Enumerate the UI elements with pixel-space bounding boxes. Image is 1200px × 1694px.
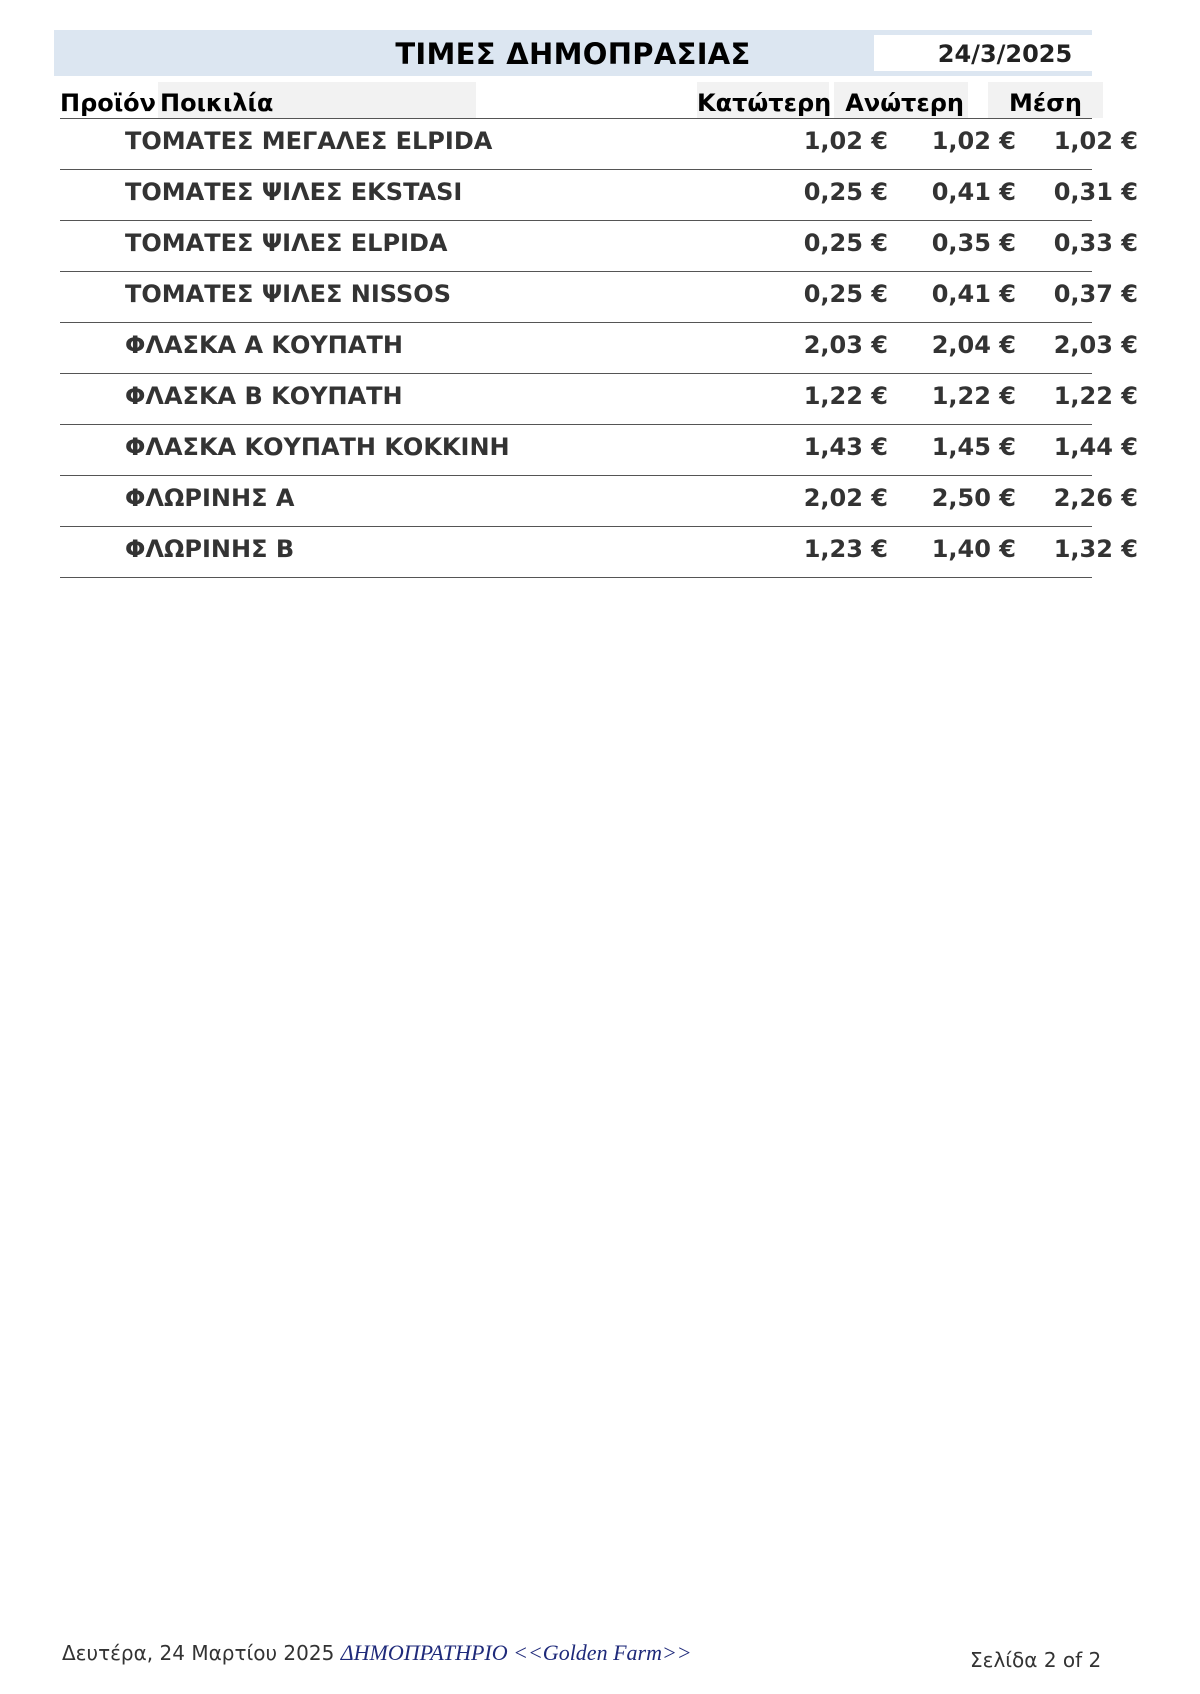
row-avg-price: 0,33 € bbox=[1053, 229, 1138, 257]
row-variety: ΤΟΜΑΤΕΣ ΜΕΓΑΛΕΣ ELPIDA bbox=[125, 127, 493, 155]
row-variety: ΦΛΩΡΙΝΗΣ Β bbox=[125, 535, 295, 563]
row-variety: ΦΛΩΡΙΝΗΣ Α bbox=[125, 484, 295, 512]
row-high-price: 0,35 € bbox=[931, 229, 1016, 257]
row-low-price: 1,23 € bbox=[803, 535, 888, 563]
row-high-price: 1,40 € bbox=[931, 535, 1016, 563]
table-row bbox=[60, 374, 1138, 425]
row-avg-price: 1,02 € bbox=[1053, 127, 1138, 155]
row-avg-price: 2,03 € bbox=[1053, 331, 1138, 359]
table-row bbox=[60, 527, 1138, 578]
row-low-price: 1,02 € bbox=[803, 127, 888, 155]
column-header-high: Ανώτερη bbox=[834, 82, 968, 118]
row-high-price: 2,50 € bbox=[931, 484, 1016, 512]
price-table bbox=[60, 119, 1138, 578]
column-header-product: Προϊόν bbox=[60, 82, 150, 118]
table-row bbox=[60, 272, 1138, 323]
table-row bbox=[60, 170, 1138, 221]
column-header-variety: Ποικιλία bbox=[158, 82, 476, 118]
row-high-price: 1,02 € bbox=[931, 127, 1016, 155]
footer-date: Δευτέρα, 24 Μαρτίου 2025 bbox=[62, 1641, 335, 1665]
row-avg-price: 2,26 € bbox=[1053, 484, 1138, 512]
row-variety: ΤΟΜΑΤΕΣ ΨΙΛΕΣ NISSOS bbox=[125, 280, 451, 308]
row-variety: ΤΟΜΑΤΕΣ ΨΙΛΕΣ EKSTASI bbox=[125, 178, 463, 206]
page-title: ΤΙΜΕΣ ΔΗΜΟΠΡΑΣΙΑΣ bbox=[395, 37, 751, 71]
row-low-price: 0,25 € bbox=[803, 178, 888, 206]
row-high-price: 2,04 € bbox=[931, 331, 1016, 359]
row-avg-price: 1,22 € bbox=[1053, 382, 1138, 410]
row-variety: ΦΛΑΣΚΑ Β ΚΟΥΠΑΤΗ bbox=[125, 382, 403, 410]
title-bar bbox=[54, 30, 1092, 76]
row-low-price: 2,02 € bbox=[803, 484, 888, 512]
row-variety: ΤΟΜΑΤΕΣ ΨΙΛΕΣ ELPIDA bbox=[125, 229, 448, 257]
row-low-price: 2,03 € bbox=[803, 331, 888, 359]
row-low-price: 1,22 € bbox=[803, 382, 888, 410]
row-variety: ΦΛΑΣΚΑ Α ΚΟΥΠΑΤΗ bbox=[125, 331, 403, 359]
row-avg-price: 1,32 € bbox=[1053, 535, 1138, 563]
row-variety: ΦΛΑΣΚΑ ΚΟΥΠΑΤΗ ΚΟΚΚΙΝΗ bbox=[125, 433, 510, 461]
auction-date: 24/3/2025 bbox=[874, 35, 1136, 71]
table-row bbox=[60, 119, 1138, 170]
column-header-low: Κατώτερη bbox=[697, 82, 829, 118]
row-avg-price: 0,31 € bbox=[1053, 178, 1138, 206]
row-high-price: 0,41 € bbox=[931, 178, 1016, 206]
page-number: Σελίδα 2 of 2 bbox=[970, 1648, 1102, 1672]
row-avg-price: 1,44 € bbox=[1053, 433, 1138, 461]
footer-brand: ΔΗΜΟΠΡΑΤΗΡΙΟ <<Golden Farm>> bbox=[340, 1640, 692, 1665]
table-row bbox=[60, 323, 1138, 374]
row-high-price: 0,41 € bbox=[931, 280, 1016, 308]
row-low-price: 0,25 € bbox=[803, 280, 888, 308]
row-high-price: 1,22 € bbox=[931, 382, 1016, 410]
row-low-price: 1,43 € bbox=[803, 433, 888, 461]
table-row bbox=[60, 476, 1138, 527]
row-avg-price: 0,37 € bbox=[1053, 280, 1138, 308]
row-low-price: 0,25 € bbox=[803, 229, 888, 257]
table-row bbox=[60, 425, 1138, 476]
row-high-price: 1,45 € bbox=[931, 433, 1016, 461]
table-row bbox=[60, 221, 1138, 272]
footer-left bbox=[62, 1640, 692, 1666]
column-header-avg: Μέση bbox=[988, 82, 1103, 118]
